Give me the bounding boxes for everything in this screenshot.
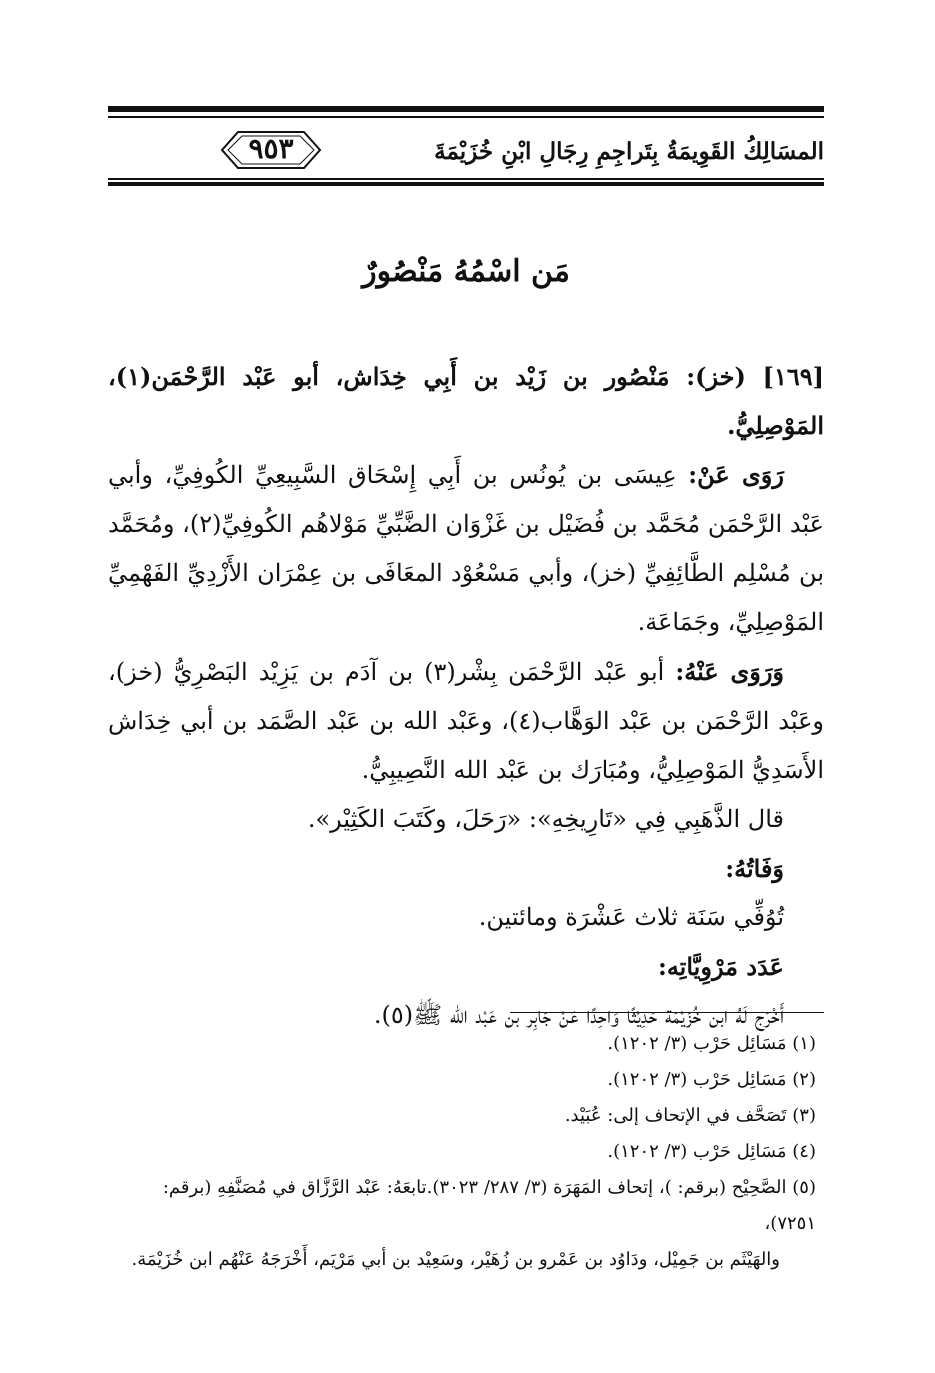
narrators-paragraph	[108, 647, 824, 795]
header-bottom-rule	[108, 178, 824, 186]
page-number-frame	[216, 124, 326, 176]
narrations-text: أَخْرَج لَهُ ابن خُزَيْمَة حَدِيْثًا وَاحِدًا عَنْ جَابِر بن عَبْد الله ﷺ(٥).	[373, 1001, 784, 1029]
section-title: مَن اسْمُهُ مَنْصُورٌ	[362, 254, 570, 289]
running-title: المسَالِكُ القَوِيمَةُ بِتَراجِمِ رِجَالِ ابْنِ خُزَيْمَةَ	[434, 138, 824, 165]
page-number: ٩٥٣	[248, 132, 294, 165]
narrators-text: أبو عَبْد الرَّحْمَن بِشْر(٣) بن آدَم بن يَزِيْد البَصْرِيُّ (خز)، وعَبْد الرَّحْمَن بن عَبْد الوَهَّاب(٤)، وعَبْد الله بن عَبْد الصَّمَد بن أبي خِدَاش الأَسَدِيُّ المَوْصِلِيُّ، ومُبَارَك بن عَبْد الله النَّصِيبِيُّ.	[108, 658, 824, 784]
dhahabi-quote: قال الذَّهَبِي فِي «تَارِيخِهِ»: «رَحَلَ، وكَتَبَ الكَثِيْر».	[307, 805, 784, 833]
footnote-3: (٣) تَصَحَّف في الإتحاف إلى: عُبَيْد.	[564, 1105, 816, 1126]
footnotes	[108, 1026, 824, 1278]
header-top-rule	[108, 106, 824, 118]
entry-heading: [١٦٩] (خز): مَنْصُور بن زَيْد بن أَبِي خِدَاش، أبو عَبْد الرَّحْمَن(١)، المَوْصِلِيُّ.	[108, 362, 824, 440]
narrated-from-label: رَوَى عَنْ:	[688, 460, 784, 489]
running-header	[108, 100, 824, 190]
narrated-from-paragraph	[108, 450, 824, 647]
footnote-1: (١) مَسَائِل حَرْب (٣/ ١٢٠٢).	[607, 1033, 816, 1054]
footnote-5: (٥) الصَّحِيْح (برقم: )، إتحاف المَهَرَة (٣/ ٢٨٧/ ٣٠٢٣).تابعَهُ: عَبْد الرَّزَّاق في مُصَنَّفِهِ (برقم: ٧٢٥١)،	[162, 1177, 816, 1234]
footnote-separator	[510, 1012, 824, 1013]
death-text: تُوُفِّي سَنَة ثلاث عَشْرَة ومائتين.	[478, 903, 784, 931]
footnote-2: (٢) مَسَائِل حَرْب (٣/ ١٢٠٢).	[607, 1069, 816, 1090]
narrations-heading: عَدَد مَرْوِيَّاتِه:	[657, 952, 784, 981]
narrators-label: وَرَوَى عَنْهُ:	[675, 657, 785, 686]
narrated-from-text: عِيسَى بن يُونُس بن أَبِي إِسْحَاق السَّبِيعِيِّ الكُوفِيِّ، وأبي عَبْد الرَّحْمَن مُحَمَّد بن فُضَيْل بن غَزْوَان الضَّبِّيِّ مَوْلاهُم الكُوفِيِّ(٢)، ومُحَمَّد بن مُسْلِم الطَّائِفِيِّ (خز)، وأبي مَسْعُوْد المعَافَى بن عِمْرَان الأَزْدِيِّ الفَهْمِيِّ المَوْصِلِيِّ، وجَمَاعَة.	[108, 461, 825, 636]
entry-body	[108, 352, 824, 1040]
footnote-5-continuation: والهَيْثَم بن جَمِيْل، ودَاوُد بن عَمْرو بن زُهَيْر، وسَعِيْد بن أبي مَرْيَم، أَخْرَجَهُ عَنْهُم ابن خُزَيْمَة.	[131, 1249, 780, 1270]
death-heading: وَفَاتُهُ:	[725, 854, 784, 883]
footnote-4: (٤) مَسَائِل حَرْب (٣/ ١٢٠٢).	[607, 1141, 816, 1162]
